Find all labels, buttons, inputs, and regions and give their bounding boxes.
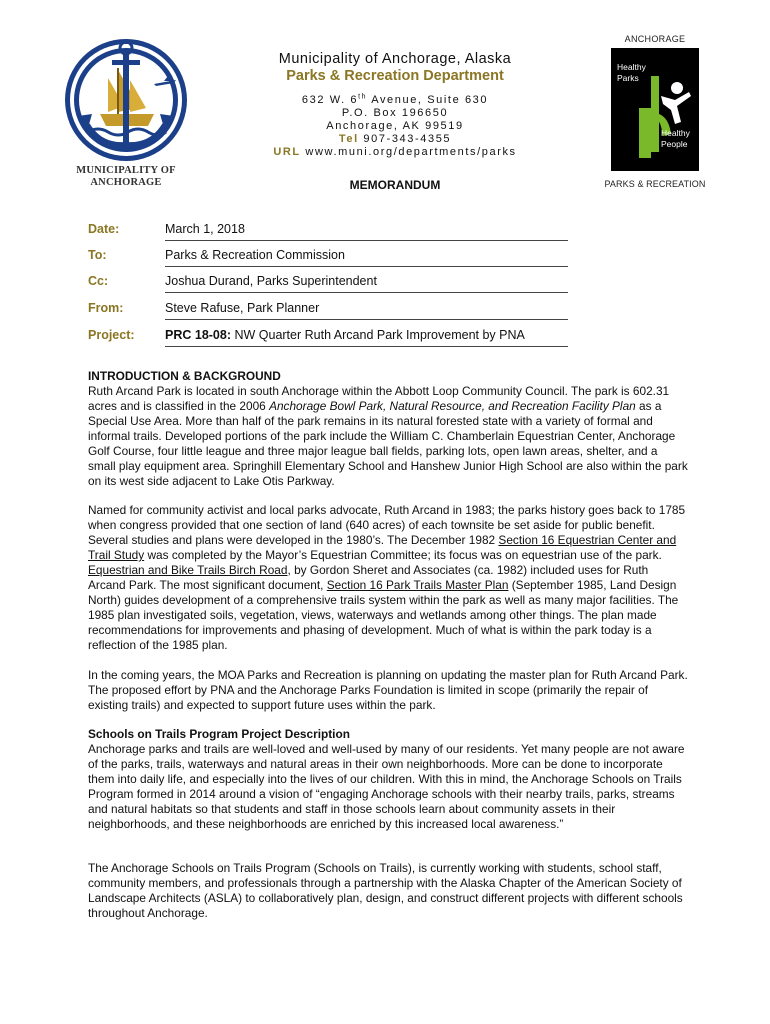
to-value: Parks & Recreation Commission (165, 248, 345, 262)
logo-text-healthy2: Healthy (661, 128, 690, 138)
tel-number: 907-343-4355 (358, 133, 452, 145)
healthy-parks-figure-icon (611, 48, 699, 171)
department-name: Parks & Recreation Department (286, 68, 504, 84)
telephone (200, 133, 590, 145)
intro-paragraph-2: Named for community activist and local parks advocate, Ruth Arcand in 1983; the parks history goes back to 1785 when congress provided that one section of land (640 acres) of each townsite be set aside for public benefit. Several studies and plans were developed in the 1980’s. The December 1982 Section 16 Equestrian Center and Trail Study was completed by the Mayor’s Equestrian Committee; its focus was on equestrian use of the park. Equestrian and Bike Trails Birch Road, by Gordon Sheret and Associates (ca. 1982) included uses for Ruth Arcand Park. The most significant document, Section 16 Park Trails Master Plan (September 1985, Land Design North) guides development of a comprehensive trails system within the park as well as many major facilities. The 1985 plan investigated soils, vegetation, views, waterways and wetlands among other things. The plan made recommendations for improvements and phasing of development. Much of what is within the park today is a reflection of the 1985 plan. (88, 503, 686, 652)
healthy-parks-healthy-people-logo (611, 48, 699, 171)
link-equestrian-bike-trails[interactable]: Equestrian and Bike Trails Birch Road (88, 563, 288, 577)
project-value (165, 328, 525, 342)
cc-label: Cc: (88, 274, 109, 288)
logo-bottom-text: PARKS & RECREATION (604, 179, 706, 189)
memo-title: MEMORANDUM (349, 178, 441, 192)
intro-section (88, 369, 688, 489)
from-label: From: (88, 301, 124, 315)
schools-paragraph-2-block (88, 861, 688, 921)
history-paragraph (88, 503, 688, 653)
to-rule (165, 266, 568, 267)
project-rule (165, 346, 568, 347)
future-paragraph (88, 668, 688, 713)
logo-text-parks: Parks (617, 73, 639, 83)
street-address: 632 W. 6th Avenue, Suite 630 (301, 93, 489, 106)
url-label: URL (273, 146, 301, 158)
project-label: Project: (88, 328, 135, 342)
from-field (88, 301, 568, 323)
date-field (88, 222, 568, 244)
seal-caption-line1: MUNICIPALITY OF (76, 165, 176, 176)
seal-caption (58, 165, 194, 189)
intro-paragraph-1: Ruth Arcand Park is located in south Anchorage within the Abbott Loop Community Council. The park is 602.31 acres and is classified in the 2006 Anchorage Bowl Park, Natural Resource, and Recreation Facility Plan as a Special Use Area. More than half of the park remains in its natural forested state with a variety of formal and informal trails. Developed portions of the park include the William C. Chamberlain Equestrian Center, Anchorage Golf Course, four little league and three major league ball fields, parking lots, open lawn areas, shelter, and a small play equipment area. Springhill Elementary School and Hanshew Junior High School are also within the park on its west side adjacent to Lake Otis Parkway. (88, 384, 688, 488)
date-label: Date: (88, 222, 120, 236)
project-field (88, 328, 568, 350)
link-section16-equestrian-study[interactable]: Section 16 Equestrian Center and Trail Study (88, 533, 677, 562)
from-rule (165, 319, 568, 320)
to-label: To: (88, 248, 107, 262)
project-code: PRC 18-08: (165, 328, 231, 342)
po-box: P.O. Box 196650 (341, 107, 449, 119)
schools-heading: Schools on Trails Program Project Description (88, 727, 350, 741)
city-state-zip: Anchorage, AK 99519 (326, 120, 464, 132)
cc-field (88, 274, 568, 296)
cc-value: Joshua Durand, Parks Superintendent (165, 274, 377, 288)
project-title: NW Quarter Ruth Arcand Park Improvement by PNA (231, 328, 525, 342)
tel-label: Tel (338, 133, 359, 145)
intro-heading: INTRODUCTION & BACKGROUND (88, 369, 281, 383)
link-section16-trails-master-plan[interactable]: Section 16 Park Trails Master Plan (326, 578, 509, 592)
date-value: March 1, 2018 (165, 222, 245, 236)
logo-top-text: ANCHORAGE (624, 34, 686, 44)
intro-paragraph-3: In the coming years, the MOA Parks and Recreation is planning on updating the master plan for Ruth Arcand Park. The proposed effort by PNA and the Anchorage Parks Foundation is limited in scope (primarily the repair of existing trails) and expected to support future uses within the park. (88, 668, 688, 712)
cc-rule (165, 292, 568, 293)
date-rule (165, 240, 568, 241)
seal-caption-line2: ANCHORAGE (90, 177, 162, 188)
municipality-seal-icon (58, 36, 194, 164)
website (200, 146, 590, 158)
schools-paragraph-1: Anchorage parks and trails are well-loved and well-used by many of our residents. Yet many people are not aware of the parks, trails, waterways and natural areas in their own neighborhoods. More can be done to incorporate them into daily life, and especially into the lives of our children. With this in mind, the Anchorage Schools on Trails Program formed in 2014 around a vision of “engaging Anchorage schools with their nearby trails, parks, streams and natural habitats so that students and staff in those schools learn about community assets in their neighborhoods, and these neighborhoods are enriched by this increased local awareness.” (88, 742, 685, 831)
url-value: www.muni.org/departments/parks (300, 146, 517, 158)
schools-section (88, 727, 688, 832)
schools-paragraph-2: The Anchorage Schools on Trails Program (Schools on Trails), is currently working with students, school staff, community members, and professionals through a partnership with the Alaska Chapter of the American Society of Landscape Architects (ASLA) to collaboratively plan, design, and construct different projects with different schools throughout Anchorage. (88, 861, 683, 920)
from-value: Steve Rafuse, Park Planner (165, 301, 320, 315)
org-name: Municipality of Anchorage, Alaska (278, 51, 512, 67)
logo-text-healthy: Healthy (617, 62, 646, 72)
logo-text-people: People (661, 139, 688, 149)
to-field (88, 248, 568, 270)
